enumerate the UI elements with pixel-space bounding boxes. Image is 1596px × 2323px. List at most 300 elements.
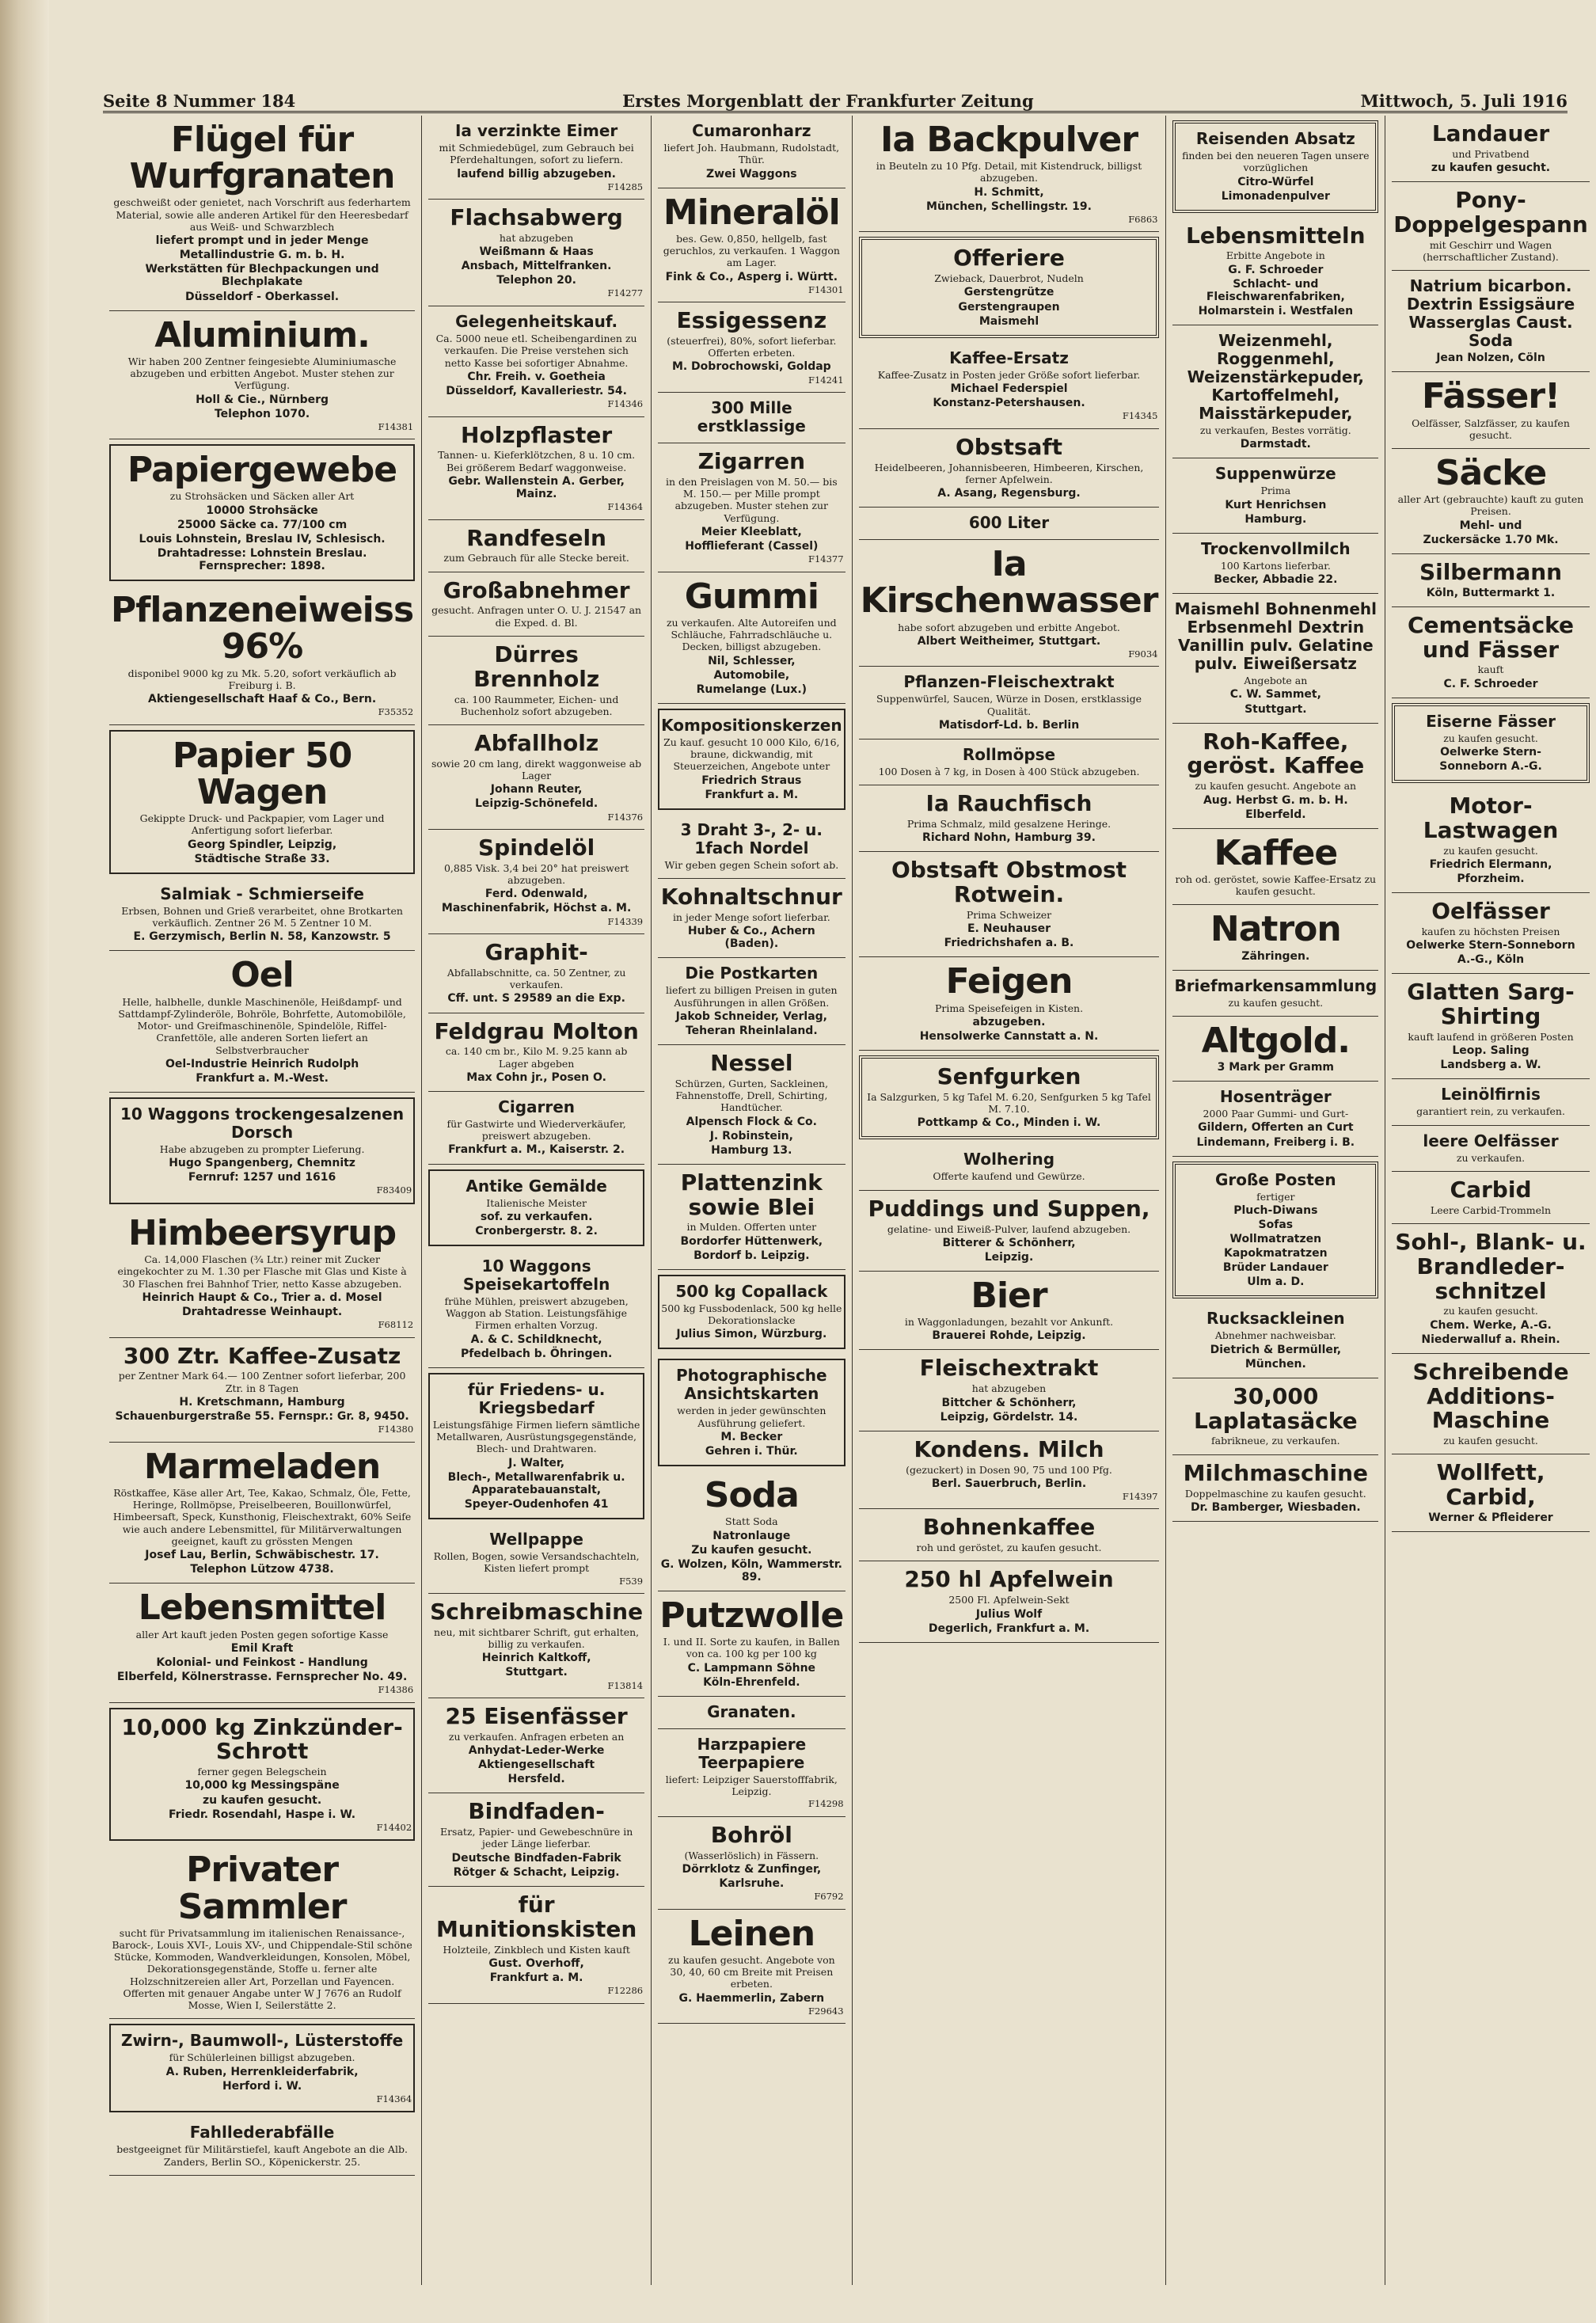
ad-advertiser-line: Teheran Rheinlaland. <box>685 1024 818 1037</box>
ad-headline: Kaffee <box>1214 832 1338 873</box>
ad-body-text: roh od. geröstet, sowie Kaffee-Ersatz zu kaufen gesucht. <box>1175 873 1377 898</box>
ad-advertiser-line: Düsseldorf - Oberkassel. <box>185 290 340 303</box>
ad-advertiser-line: Speyer-Oudenhofen 41 <box>464 1497 609 1511</box>
advertisement <box>658 1729 845 1817</box>
ad-advertiser-line: Becker, Abbadie 22. <box>1214 573 1338 587</box>
ad-advertiser-line: Kolonial- und Feinkost - Handlung <box>156 1656 368 1669</box>
ad-headline: Feldgrau Molton <box>434 1017 639 1044</box>
column-fill <box>859 1643 1160 2285</box>
ad-advertiser-line: M. Becker <box>720 1430 783 1443</box>
ad-headline: Bohröl <box>710 1821 792 1848</box>
ad-advertiser-line: Hensolwerke Cannstatt a. N. <box>919 1029 1099 1043</box>
advertisement <box>428 520 644 572</box>
ad-advertiser-line: Chr. Freih. v. Goetheia <box>467 370 606 383</box>
advertisement <box>428 637 644 725</box>
advertisement <box>658 1165 845 1270</box>
ad-headline: Wellpappe <box>489 1530 583 1549</box>
advertisement <box>1392 1079 1590 1125</box>
advertisement <box>1392 1224 1590 1354</box>
ad-headline: für Munitionskisten <box>435 1891 637 1942</box>
advertisement <box>1392 449 1590 554</box>
advertisement <box>109 951 415 1093</box>
ad-advertiser-line: Drahtadresse: Lohnstein Breslau. Fernsprecher: 1898. <box>157 547 367 573</box>
ad-column-4 <box>853 116 1167 2285</box>
ad-advertiser-line: Dr. Bamberger, Wiesbaden. <box>1190 1500 1361 1514</box>
ad-advertiser-line: Georg Spindler, Leipzig, <box>187 838 337 851</box>
ad-reference-code: F14277 <box>607 287 644 299</box>
ad-body-text: in jeder Menge sofort lieferbar. <box>672 911 830 923</box>
ad-body-text: Ca. 14,000 Flaschen (¾ Ltr.) reiner mit Zucker eingekochter zu M. 1.30 per Flasche mit Glas und Kiste à 30 Flaschen frei Bahnhof Trier, netto Kasse abzugeben. <box>117 1253 407 1290</box>
ad-advertiser-line: Frankfurt a. M. <box>705 788 799 801</box>
header-date: Mittwoch, 5. Juli 1916 <box>1360 91 1568 111</box>
ad-advertiser-line: A. Asang, Regensburg. <box>937 487 1081 500</box>
ad-headline: Glatten Sarg-Shirting <box>1407 979 1575 1030</box>
ad-reference-code: F14376 <box>607 811 644 823</box>
advertisement <box>1392 974 1590 1079</box>
ad-headline: Spindelöl <box>478 835 595 861</box>
ad-body-text: sucht für Privatsammlung im italienischen Renaissance-, Barock-, Louis XVI-, Louis XV-, und Chippendale-Stil schöne Stücke, Kommoden, Wandverkleidungen, Konsolen, Möbel, Dekorationsgegenstände, Stoffe u. ferner alte Holzschnitzereien aller Art, Porzellan und Fayencen. Offerten mit genauer Angabe unter W J 7676 an Rudolf Mosse, Wien I, Seilerstätte 2. <box>112 1926 412 2012</box>
ad-headline: Reisenden Absatz <box>1195 129 1355 148</box>
ad-advertiser-line: J. Robinstein, <box>709 1129 793 1142</box>
ad-headline: Cementsäcke und Fässer <box>1407 611 1575 663</box>
column-fill <box>1392 1532 1590 2285</box>
ad-advertiser-line: Städtische Straße 33. <box>194 852 330 865</box>
ad-headline: 10,000 kg Zinkzünder-Schrott <box>121 1713 403 1765</box>
advertisement <box>1392 1126 1590 1172</box>
newspaper-page <box>55 0 1588 2323</box>
ad-advertiser-line: Hugo Spangenberg, Chemnitz <box>169 1157 355 1170</box>
advertisement <box>1172 829 1378 906</box>
ad-advertiser-line: liefert prompt und in jeder Menge <box>155 234 369 248</box>
ad-reference-code: F14285 <box>607 181 644 192</box>
ad-advertiser-line: Emil Kraft <box>230 1641 294 1655</box>
ad-advertiser-line: Gust. Overhoff, <box>488 1956 584 1970</box>
ad-reference-code: F14381 <box>378 420 414 432</box>
ad-advertiser-line: Rumelange (Lux.) <box>696 682 808 696</box>
advertisement <box>1392 1354 1590 1455</box>
advertisement <box>428 934 644 1013</box>
ad-headline: Leinen <box>688 1913 815 1954</box>
advertisement <box>109 2117 415 2176</box>
ad-advertiser-line: 25000 Säcke ca. 77/100 cm <box>177 518 348 531</box>
advertisement <box>658 1045 845 1165</box>
ad-body-text: Erbsen, Bohnen und Grieß verarbeitet, ohne Brotkarten verkäuflich. Zentner 26 M. 5 Zentner 10 M. <box>121 904 403 930</box>
ad-headline: 30,000 Laplatasäcke <box>1194 1382 1358 1434</box>
ad-body-text: per Zentner Mark 64.— 100 Zentner sofort lieferbar, 200 Ztr. in 8 Tagen <box>118 1370 406 1394</box>
ad-headline: 3 Draht 3-, 2- u. 1fach Nordel <box>680 819 823 857</box>
ad-advertiser-line: Julius Wolf <box>975 1607 1043 1621</box>
ad-reference-code: F14386 <box>378 1684 414 1696</box>
ad-advertiser-line: Leipzig. <box>984 1250 1034 1264</box>
ad-body-text: Offerte kaufend und Gewürze. <box>933 1170 1085 1183</box>
advertisement <box>859 508 1160 540</box>
advertisement <box>428 1013 644 1092</box>
advertisement <box>109 1584 415 1702</box>
ad-reference-code: F14402 <box>376 1821 412 1833</box>
ad-body-text: Tannen- u. Kieferklötzchen, 8 u. 10 cm. Bei größerem Bedarf waggonweise. <box>438 449 636 473</box>
ad-body-text: zu kaufen gesucht. Angebote an <box>1195 780 1357 793</box>
ad-reference-code: F14364 <box>607 501 644 513</box>
ad-advertiser-line: Hofflieferant (Cassel) <box>685 540 819 553</box>
ad-headline: Pony-Doppelgespann <box>1393 187 1588 238</box>
ad-body-text: Gekippte Druck- und Packpapier, vom Lager und Anfertigung sofort lieferbar. <box>139 812 385 837</box>
ad-advertiser-line: Cff. unt. S 29589 an die Exp. <box>447 992 625 1006</box>
column-fill <box>428 2004 644 2285</box>
ad-headline: Rollmöpse <box>962 745 1056 765</box>
ad-column-5 <box>1166 116 1385 2285</box>
ad-headline: Gummi <box>684 576 819 617</box>
advertisement <box>1392 372 1590 449</box>
ad-headline: leere Oelfässer <box>1423 1131 1559 1150</box>
ad-body-text: Leere Carbid-Trommeln <box>1430 1203 1552 1216</box>
ad-advertiser-line: Leipzig-Schönefeld. <box>475 797 598 811</box>
ad-headline: Ia Rauchfisch <box>925 790 1092 817</box>
ad-headline: Schreibmaschine <box>430 1599 644 1625</box>
ad-advertiser-line: München. <box>1244 1357 1306 1371</box>
advertisement <box>1172 325 1378 458</box>
advertisement <box>109 586 415 725</box>
ad-headline: Cigarren <box>498 1097 576 1116</box>
ad-body-text: mit Geschirr und Wagen (herrschaftlicher Zustand). <box>1423 238 1559 263</box>
ad-advertiser-line: zu kaufen gesucht. <box>202 1793 322 1807</box>
advertisement <box>1392 1454 1590 1532</box>
ad-body-text: zu verkaufen. Alte Autoreifen und Schläuche, Fahrradschläuche u. Decken, billigst abzugeben. <box>666 616 837 653</box>
ad-headline: Randfeseln <box>466 524 606 551</box>
ad-body-text: Prima Schmalz, mild gesalzene Heringe. <box>906 818 1112 831</box>
ad-advertiser-line: Bittcher & Schönherr, <box>941 1396 1077 1409</box>
ad-headline: Putzwolle <box>659 1595 844 1636</box>
ad-advertiser-line: Telephon Lützow 4738. <box>190 1563 334 1576</box>
ad-body-text: werden in jeder gewünschten Ausführung geliefert. <box>677 1405 826 1429</box>
ad-advertiser-line: Pluch-Diwans <box>1233 1203 1318 1217</box>
ad-reference-code: F14380 <box>378 1424 414 1435</box>
ad-headline: Graphit- <box>484 939 588 966</box>
ad-advertiser-line: Zähringen. <box>1241 949 1310 963</box>
ad-reference-code: F83409 <box>376 1184 412 1196</box>
ad-advertiser-line: 3 Mark per Gramm <box>1217 1061 1335 1074</box>
ad-advertiser-line: Chem. Werke, A.-G. <box>1430 1318 1552 1332</box>
advertisement <box>859 116 1160 232</box>
advertisement <box>109 444 415 581</box>
advertisement <box>859 1191 1160 1272</box>
ad-advertiser-line: Holmarstein i. Westfalen <box>1198 305 1354 318</box>
advertisement <box>109 1708 415 1842</box>
advertisement <box>658 1471 845 1591</box>
advertisement <box>658 116 845 188</box>
ad-advertiser-line: Gehren i. Thür. <box>705 1445 798 1458</box>
advertisement <box>658 1817 845 1910</box>
ad-advertiser-line: Limonadenpulver <box>1221 189 1330 203</box>
ad-headline: Lebensmittel <box>138 1587 386 1629</box>
advertisement <box>1392 703 1590 783</box>
ad-body-text: geschweißt oder genietet, nach Vorschrift aus federhartem Material, sowie alle anderen Artikel für den Heeresbedarf aus Weiß- und Schwarzblech <box>113 196 411 233</box>
advertisement <box>428 1793 644 1886</box>
advertisement <box>1172 1455 1378 1522</box>
ad-headline: Nessel <box>710 1050 793 1077</box>
ad-headline: Landauer <box>1431 120 1550 146</box>
ad-headline: 250 hl Apfelwein <box>904 1566 1114 1593</box>
ad-headline: Weizenmehl, Roggenmehl, Weizenstärkepuder, Kartoffelmehl, Maisstärkepuder, <box>1187 331 1364 424</box>
ad-body-text: und Privatbend <box>1452 147 1530 160</box>
ad-advertiser-line: Mehl- und <box>1459 519 1522 532</box>
ad-advertiser-line: Frankfurt a. M.-West. <box>196 1071 329 1085</box>
ad-advertiser-line: Telephon 1070. <box>214 407 310 420</box>
ad-body-text: Helle, halbhelle, dunkle Maschinenöle, Heißdampf- und Sattdampf-Zylinderöle, Bohröle, Bohrfette, Automobilöle, Motor- und Greifmaschinenöle, Spindelöle, Riffel-Cranfettöle, alle anderen Sorten liefert an Selbstverbraucher <box>118 995 406 1056</box>
ad-body-text: Heidelbeeren, Johannisbeeren, Himbeeren, Kirschen, ferner Apfelwein. <box>874 461 1144 485</box>
ad-advertiser-line: Alpensch Flock & Co. <box>686 1115 817 1128</box>
advertisement <box>1392 788 1590 893</box>
ad-body-text: gelatine- und Eiweiß-Pulver, laufend abzugeben. <box>887 1222 1131 1235</box>
ad-advertiser-line: Citro-Würfel <box>1237 175 1314 188</box>
ad-reference-code: F35352 <box>378 706 414 718</box>
ad-body-text: Prima Speisefeigen in Kisten. <box>934 1002 1084 1014</box>
ad-body-text: liefert Joh. Haubmann, Rudolstadt, Thür. <box>663 142 840 166</box>
ad-body-text: liefert: Leipziger Sauerstofffabrik, Leipzig. <box>665 1773 838 1798</box>
advertisement <box>1392 607 1590 698</box>
advertisement <box>658 1275 845 1350</box>
ad-advertiser-line: G. Wolzen, Köln, Wammerstr. 89. <box>660 1557 842 1584</box>
ad-body-text: Leistungsfähige Firmen liefern sämtliche Metallwaren, Ausrüstungsgegenstände, Blech- und Drahtwaren. <box>432 1418 640 1455</box>
ad-headline: Bier <box>971 1275 1047 1316</box>
ad-advertiser-line: J. Walter, <box>508 1456 565 1469</box>
advertisement <box>1172 458 1378 533</box>
advertisement <box>1392 271 1590 372</box>
ad-advertiser-line: Brüder Landauer <box>1222 1261 1328 1275</box>
advertisement <box>658 188 845 303</box>
advertisement <box>428 1524 644 1594</box>
ad-headline: 25 Eisenfässer <box>445 1703 628 1730</box>
ad-body-text: 100 Kartons lieferbar. <box>1220 559 1331 572</box>
ad-advertiser-line: Dietrich & Bermüller, <box>1210 1343 1342 1356</box>
ad-headline: Trockenvollmilch <box>1201 538 1351 558</box>
ad-reference-code: F9034 <box>1128 648 1158 660</box>
ad-advertiser-line: Friedr. Rosendahl, Haspe i. W. <box>169 1808 356 1821</box>
ad-advertiser-line: G. F. Schroeder <box>1228 263 1324 276</box>
ad-headline: Oelfässer <box>1431 898 1550 925</box>
ad-body-text: Statt Soda <box>725 1515 778 1528</box>
ad-advertiser-line: Stuttgart. <box>505 1666 568 1679</box>
ad-advertiser-line: A. & C. Schildknecht, <box>470 1333 602 1346</box>
ad-body-text: zu kaufen gesucht. Angebote von 30, 40, 60 cm Breite mit Preisen erbeten. <box>667 1953 835 1990</box>
advertisement <box>859 1509 1160 1561</box>
ad-advertiser-line: Leop. Saling <box>1452 1044 1530 1058</box>
ad-advertiser-line: Landsberg a. W. <box>1440 1059 1541 1072</box>
ad-headline: Salmiak - Schmierseife <box>160 884 364 903</box>
ad-reference-code: F14364 <box>376 2093 412 2104</box>
ad-advertiser-line: Johann Reuter, <box>490 783 583 797</box>
ad-body-text: garantiert rein, zu verkaufen. <box>1416 1105 1565 1118</box>
ad-headline: Maismehl Bohnenmehl Erbsenmehl Dextrin Vanillin pulv. Gelatine pulv. Eiweißersatz <box>1174 599 1378 674</box>
ad-advertiser-line: Telephon 20. <box>496 274 576 287</box>
advertisement <box>1172 594 1378 723</box>
ad-advertiser-line: Pfedelbach b. Öhringen. <box>460 1347 613 1360</box>
ad-advertiser-line: Fernruf: 1257 und 1616 <box>188 1171 336 1184</box>
ad-headline: Fässer! <box>1421 376 1560 417</box>
ad-advertiser-line: Frankfurt a. M., Kaiserstr. 2. <box>448 1143 625 1157</box>
ad-headline: Obstsaft <box>955 433 1063 460</box>
advertisement <box>1392 182 1590 271</box>
ad-headline: Motor-Lastwagen <box>1423 793 1559 843</box>
advertisement <box>428 1594 644 1698</box>
advertisement <box>109 116 415 311</box>
ad-advertiser-line: Zuckersäcke 1.70 Mk. <box>1423 533 1559 546</box>
ad-body-text: zu kaufen gesucht. <box>1228 996 1324 1009</box>
ad-headline: Ia verzinkte Eimer <box>454 121 618 140</box>
advertisement <box>428 1092 644 1165</box>
advertisement <box>658 572 845 704</box>
advertisement <box>428 725 644 830</box>
ad-body-text: 100 Dosen à 7 kg, in Dosen à 400 Stück abzugeben. <box>878 766 1140 778</box>
ad-reference-code: F6792 <box>814 1891 844 1903</box>
ad-advertiser-line: Maschinenfabrik, Höchst a. M. <box>441 902 632 915</box>
ad-advertiser-line: Natronlauge <box>712 1529 791 1542</box>
ad-advertiser-line: E. Neuhauser <box>967 922 1051 936</box>
advertisement <box>658 1910 845 2025</box>
ad-body-text: Abfallabschnitte, ca. 50 Zentner, zu verkaufen. <box>446 966 626 991</box>
ad-headline: Senfgurken <box>937 1063 1081 1090</box>
advertisement <box>1392 893 1590 974</box>
ad-body-text: kaufen zu höchsten Preisen <box>1421 925 1560 937</box>
ad-advertiser-line: Degerlich, Frankfurt a. M. <box>928 1622 1090 1635</box>
ad-headline: 300 Ztr. Kaffee-Zusatz <box>123 1342 401 1369</box>
ad-headline: Pflanzen-Fleischextrakt <box>903 672 1115 692</box>
column-fill <box>1172 1522 1378 2285</box>
ad-headline: 10 Waggons Speisekartoffeln <box>462 1256 610 1294</box>
ad-advertiser-line: Werkstätten für Blechpackungen und Blechplakate <box>145 263 379 289</box>
page-header <box>103 84 1568 113</box>
ad-body-text: 2000 Paar Gummi- und Gurt- <box>1203 1108 1349 1120</box>
ad-advertiser-line: Oelwerke Stern-Sonneborn <box>1406 939 1575 952</box>
ad-advertiser-line: Aug. Herbst G. m. b. H. <box>1203 793 1348 807</box>
header-left: Seite 8 Nummer 184 <box>103 91 296 111</box>
ad-body-text: finden bei den neueren Tagen unsere vorzüglichen <box>1182 150 1370 174</box>
ad-advertiser-line: Schauenburgerstraße 55. Fernspr.: Gr. 8, 9450. <box>115 1410 409 1424</box>
ad-body-text: neu, mit sichtbarer Schrift, gut erhalten, billig zu verkaufen. <box>434 1625 640 1651</box>
ad-reference-code: F14345 <box>1122 410 1158 422</box>
ad-headline: Granaten. <box>707 1701 796 1721</box>
ad-headline: Briefmarkensammlung <box>1174 975 1378 995</box>
ad-advertiser-line: zu kaufen gesucht. <box>1431 162 1551 175</box>
advertisement <box>109 1209 415 1338</box>
ad-body-text: hat abzugeben <box>971 1382 1047 1395</box>
ad-headline: Offeriere <box>953 245 1065 272</box>
ad-body-text: Habe abzugeben zu prompter Lieferung. <box>159 1143 365 1155</box>
ad-advertiser-line: Kapokmatratzen <box>1224 1247 1328 1260</box>
ad-body-text: zu kaufen gesucht. <box>1443 1435 1538 1447</box>
ad-headline: Fahllederabfälle <box>189 2123 335 2142</box>
advertisement <box>1172 120 1378 213</box>
ad-reference-code: F13814 <box>607 1679 644 1691</box>
ad-headline: Natrium bicarbon. Dextrin Essigsäure Wasserglas Caust. Soda <box>1406 276 1575 351</box>
ad-body-text: sowie 20 cm lang, direkt waggonweise ab Lager <box>431 757 642 782</box>
ad-advertiser-line: Zwei Waggons <box>706 167 797 181</box>
ad-body-text: frühe Mühlen, preiswert abzugeben, Waggon ab Station. Leistungsfähige Firmen erhalten Vorzug. <box>444 1295 629 1332</box>
ad-body-text: fabrikneue, zu verkaufen. <box>1211 1435 1340 1447</box>
ad-advertiser-line: Gerstengrütze <box>963 286 1054 299</box>
ad-advertiser-line: Oelwerke Stern- <box>1440 745 1541 758</box>
ad-headline: Pflanzeneiweiss 96% <box>111 590 414 667</box>
advertisement <box>428 200 644 306</box>
ad-headline: Papiergewebe <box>127 450 397 491</box>
ad-advertiser-line: Bordorfer Hüttenwerk, <box>680 1234 823 1248</box>
ad-advertiser-line: A.-G., Köln <box>1457 953 1525 967</box>
advertisement <box>859 785 1160 852</box>
ad-body-text: Ersatz, Papier- und Gewebeschnüre in jeder Länge lieferbar. <box>439 1826 633 1850</box>
ad-advertiser-line: Niederwalluf a. Rhein. <box>1421 1333 1560 1346</box>
ad-headline: für Friedens- u. Kriegsbedarf <box>467 1379 606 1417</box>
ad-body-text: zu kaufen gesucht. <box>1443 732 1538 744</box>
ad-body-text: Wir haben 200 Zentner feingesiebte Aluminiumasche abzugeben und erbitten Angebot. Muster stehen zur Verfügung. <box>127 355 397 392</box>
ad-advertiser-line: Drahtadresse Weinhaupt. <box>181 1306 343 1319</box>
ad-headline: Natron <box>1210 909 1341 950</box>
advertisement <box>428 116 644 200</box>
ad-body-text: Zu kauf. gesucht 10 000 Kilo, 6/16, braune, dickwandig, mit Steuerzeichen, Angebote unter <box>663 736 840 773</box>
ad-reference-code: F12286 <box>607 1984 644 1996</box>
advertisement <box>658 393 845 443</box>
ad-body-text: roh und geröstet, zu kaufen gesucht. <box>916 1542 1102 1554</box>
ad-advertiser-line: Josef Lau, Berlin, Schwäbischestr. 17. <box>145 1549 379 1562</box>
advertisement <box>1172 1082 1378 1156</box>
ad-advertiser-line: Elberfeld, Kölnerstrasse. Fernsprecher No. 49. <box>116 1670 408 1683</box>
ad-advertiser-line: H. Schmitt, <box>974 185 1044 199</box>
ad-body-text: aller Art kauft jeden Posten gegen sofortige Kasse <box>135 1628 389 1641</box>
ad-headline: Wolhering <box>963 1150 1055 1169</box>
ad-body-text: 2500 Fl. Apfelwein-Sekt <box>948 1594 1070 1606</box>
ad-reference-code: F14301 <box>808 283 844 295</box>
ad-advertiser-line: Darmstadt. <box>1240 438 1311 451</box>
ad-headline: Die Postkarten <box>685 964 819 983</box>
ad-advertiser-line: sof. zu verkaufen. <box>480 1210 593 1223</box>
advertisement <box>1172 1017 1378 1082</box>
ad-advertiser-line: Hamburg. <box>1244 512 1307 526</box>
ad-advertiser-line: Automobile, <box>713 668 790 682</box>
ad-column-1 <box>103 116 422 2285</box>
advertisement <box>109 1097 415 1204</box>
ad-advertiser-line: Schlacht- und Fleischwarenfabriken, <box>1206 277 1345 303</box>
ad-headline: Schreibende Additions-Maschine <box>1412 1358 1569 1434</box>
advertisement <box>859 540 1160 667</box>
ad-reference-code: F14241 <box>808 374 844 386</box>
header-masthead: Erstes Morgenblatt der Frankfurter Zeitung <box>622 91 1034 111</box>
ad-headline: Himbeersyrup <box>128 1213 397 1253</box>
ad-body-text: für Schülerleinen billigst abzugeben. <box>169 2051 355 2064</box>
ad-headline: 300 Mille erstklassige <box>697 398 806 436</box>
ad-advertiser-line: Pottkamp & Co., Minden i. W. <box>917 1116 1101 1130</box>
ad-headline: Flachsabwerg <box>450 204 623 231</box>
ad-headline: Zwirn-, Baumwoll-, Lüsterstoffe <box>120 2031 404 2051</box>
ad-advertiser-line: Rötger & Schacht, Leipzig. <box>453 1865 620 1879</box>
advertisement <box>1172 724 1378 829</box>
ad-advertiser-line: Michael Federspiel <box>950 382 1068 396</box>
column-fill <box>658 2024 845 2285</box>
ad-advertiser-line: Frankfurt a. M. <box>489 1971 583 1984</box>
ad-headline: Großabnehmer <box>443 576 630 603</box>
ad-advertiser-line: Friedrichshafen a. B. <box>944 937 1074 950</box>
ad-headline: Bohnenkaffee <box>922 1514 1096 1541</box>
ad-advertiser-line: H. Kretschmann, Hamburg <box>179 1395 345 1409</box>
ad-body-text: Zwieback, Dauerbrot, Nudeln <box>934 272 1084 285</box>
ad-advertiser-line: Werner & Pfleiderer <box>1428 1511 1553 1525</box>
ad-advertiser-line: Jakob Schneider, Verlag, <box>675 1009 827 1023</box>
advertisement <box>1172 1162 1378 1299</box>
advertisement <box>1172 218 1378 325</box>
ad-headline: Rucksackleinen <box>1206 1309 1345 1329</box>
ad-headline: Ia Kirschenwasser <box>860 544 1158 622</box>
ad-headline: Papier 50 Wagen <box>172 735 352 812</box>
ad-body-text: hat abzugeben <box>499 231 574 244</box>
ad-advertiser-line: Nil, Schlesser, <box>708 654 796 667</box>
advertisement <box>109 2024 415 2112</box>
